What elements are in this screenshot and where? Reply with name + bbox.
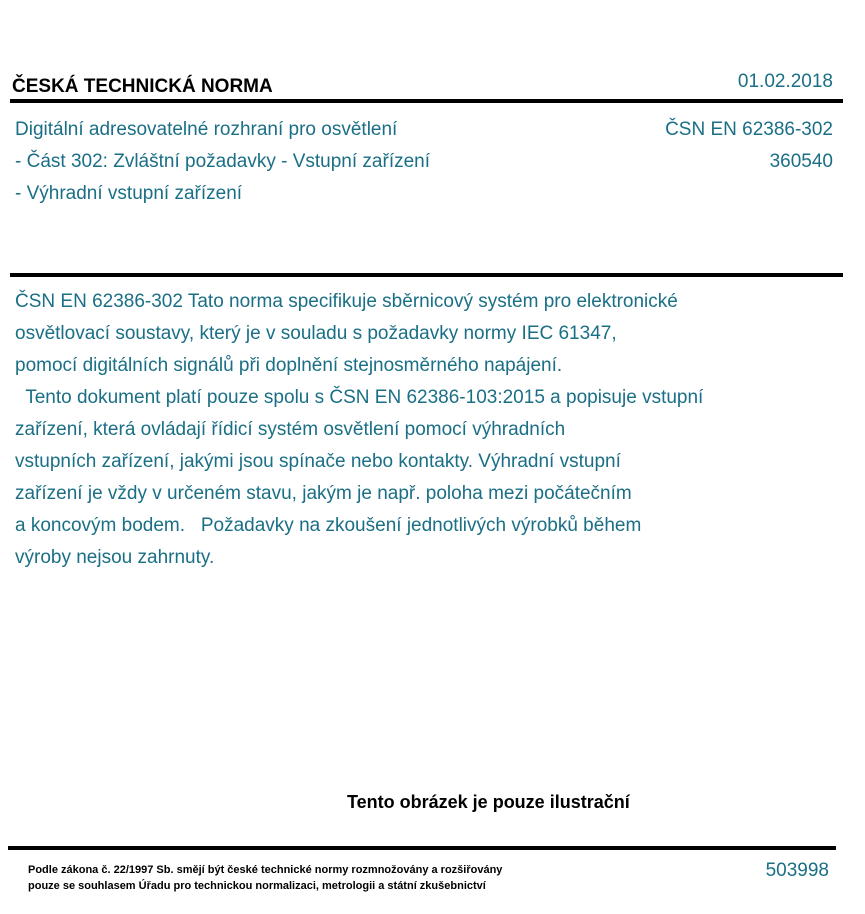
document-number: 503998 — [765, 860, 829, 881]
classification-code: 360540 — [769, 151, 833, 172]
abstract-line: zařízení, která ovládají řídicí systém osvětlení pomocí výhradních — [15, 419, 566, 440]
page-heading: ČESKÁ TECHNICKÁ NORMA — [12, 76, 273, 97]
top-divider — [10, 99, 843, 103]
standard-designation: ČSN EN 62386-302 — [665, 119, 833, 140]
abstract-line: zařízení je vždy v určeném stavu, jakým je např. poloha mezi počátečním — [15, 483, 632, 504]
abstract-line: pomocí digitálních signálů při doplnění stejnosměrného napájení. — [15, 355, 563, 376]
illustration-disclaimer: Tento obrázek je pouze ilustrační — [347, 792, 630, 812]
legal-notice — [28, 862, 502, 894]
abstract-line: výroby nejsou zahrnuty. — [15, 547, 215, 568]
publication-date: 01.02.2018 — [737, 71, 833, 92]
standard-title-line: - Výhradní vstupní zařízení — [15, 183, 243, 204]
abstract-line: vstupních zařízení, jakými jsou spínače nebo kontakty. Výhradní vstupní — [15, 451, 621, 472]
abstract-line: ČSN EN 62386-302 Tato norma specifikuje sběrnicový systém pro elektronické — [15, 291, 678, 312]
standard-title — [15, 114, 430, 210]
bottom-divider — [8, 846, 836, 850]
abstract-line: osvětlovací soustavy, který je v souladu s požadavky normy IEC 61347, — [15, 323, 617, 344]
standard-title-line: - Část 302: Zvláštní požadavky - Vstupní zařízení — [15, 151, 431, 172]
abstract-line: a koncovým bodem. Požadavky na zkoušení jednotlivých výrobků během — [15, 515, 642, 536]
abstract-line: Tento dokument platí pouze spolu s ČSN EN 62386-103:2015 a popisuje vstupní — [15, 387, 704, 408]
standard-codes — [665, 114, 833, 178]
standard-title-line: Digitální adresovatelné rozhraní pro osvětlení — [15, 119, 398, 140]
legal-notice-line: pouze se souhlasem Úřadu pro technickou normalizaci, metrologii a státní zkušebnictví — [28, 880, 486, 892]
legal-notice-line: Podle zákona č. 22/1997 Sb. smějí být české technické normy rozmnožovány a rozšiřovány — [28, 864, 503, 876]
abstract-text — [15, 286, 815, 574]
middle-divider — [10, 273, 843, 277]
